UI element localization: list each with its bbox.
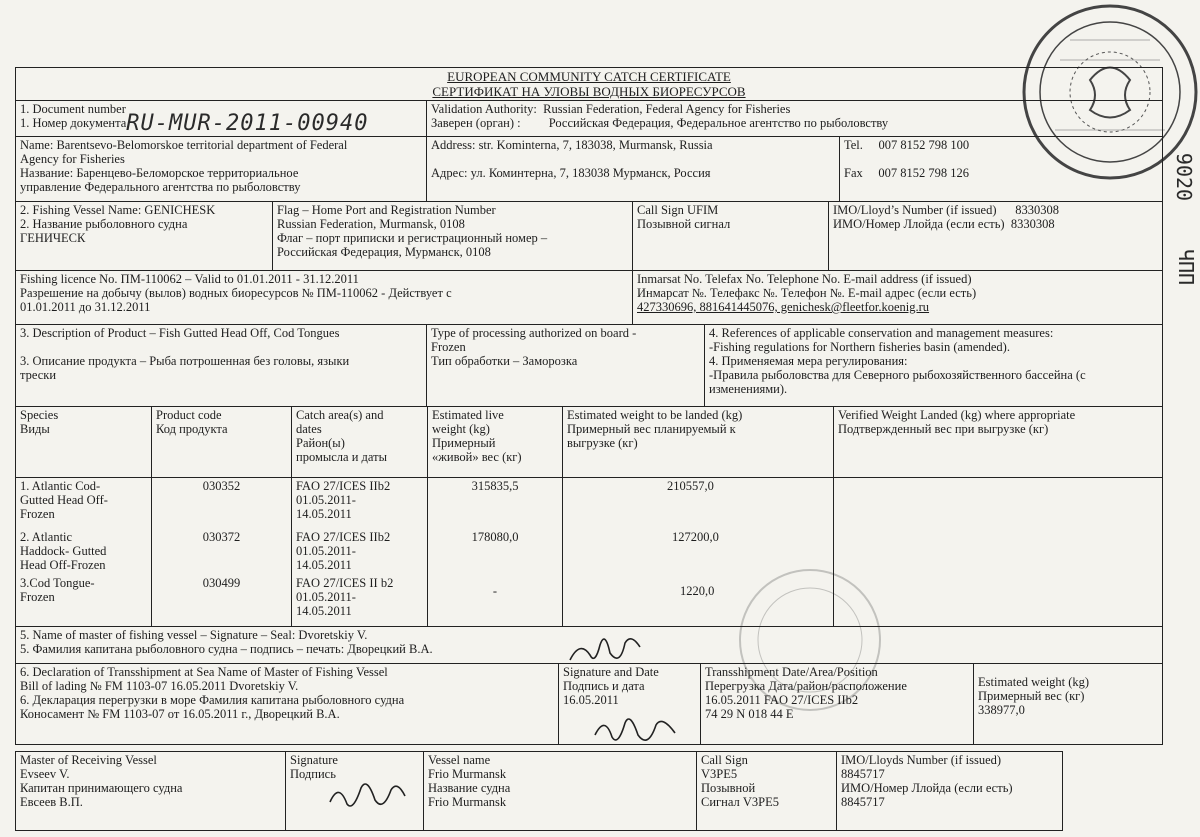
live-weight-header: Estimated live weight (kg) Примерный «живой» вес (кг) <box>427 406 563 478</box>
call-sign-cell: Call Sign UFIM Позывной сигнал <box>632 201 829 271</box>
document-number: RU-MUR-2011-00940 <box>126 111 369 136</box>
transshipment-position-cell: Transshipment Date/Area/Position Перегрузка Дата/район/расположение 16.05.2011 FAO 27/ICES IIb2 74 29 N 018 44 E <box>700 663 974 745</box>
verified-weight-header: Verified Weight Landed (kg) where appropriate Подтвержденный вес при выгрузке (кг) <box>833 406 1163 478</box>
certificate-header <box>15 67 1163 101</box>
transshipment-declaration-cell: 6. Declaration of Transshipment at Sea Name of Master of Fishing Vessel Bill of lading № FM 1103-07 16.05.2011 Dvoretskiy V. 6. Декларация перегрузки в море Фамилия капитана рыболовного судна Коносамент № FM 1103-07 от 16.05.2011 г., Дворецкий В.А. <box>15 663 559 745</box>
document-number-cell: 1. Document number 1. Номер документаRU-MUR-2011-00940 <box>15 100 427 137</box>
address-cell: Address: str. Kominterna, 7, 183038, Murmansk, Russia Адрес: ул. Коминтерна, 7, 183038 Мурманск, Россия <box>426 136 840 202</box>
processing-type-cell: Type of processing authorized on board - Frozen Тип обработки – Заморозка <box>426 324 705 407</box>
estimated-weight-cell: Estimated weight (kg) Примерный вес (кг) 338977,0 <box>973 663 1163 745</box>
receiving-signature-icon <box>325 770 410 815</box>
references-cell: 4. References of applicable conservation and management measures: -Fishing regulations for Northern fisheries basin (amended). 4. Применяемая мера регулирования: -Правила рыболовства для Северного рыбохозяйственного бассейна (с изменениями). <box>704 324 1163 407</box>
product-code-header: Product code Код продукта <box>151 406 292 478</box>
verified-weight-column <box>833 477 1163 627</box>
species-header: Species Виды <box>15 406 152 478</box>
email-link: 427330696, 881641445076, genichesk@fleetfor.koenig.ru <box>637 300 930 314</box>
signature-date-cell: Signature and Date Подпись и дата 16.05.2011 <box>558 663 701 745</box>
table-row: 3.Cod Tongue- Frozen <box>20 576 95 604</box>
title-ru: СЕРТИФИКАТ НА УЛОВЫ ВОДНЫХ БИОРЕСУРСОВ <box>432 84 746 99</box>
receiving-imo-cell: IMO/Lloyds Number (if issued) 8845717 ИМО/Номер Ллойда (если есть) 8845717 <box>836 751 1063 831</box>
inmarsat-cell: Inmarsat No. Telefax No. Telephone No. E-mail address (if issued) Инмарсат №. Телефакс №. Телефон №. E-mail адрес (если есть) 427330696, 881641445076, genichesk@fleetfor.koenig.ru <box>632 270 1163 325</box>
title-en: EUROPEAN COMMUNITY CATCH CERTIFICATE <box>447 69 731 84</box>
product-description-cell: 3. Description of Product – Fish Gutted Head Off, Cod Tongues 3. Описание продукта – Рыба потрошенная без головы, языки трески <box>15 324 427 407</box>
table-row: 2. Atlantic Haddock- Gutted Head Off-Frozen <box>20 530 107 572</box>
flag-port-cell: Flag – Home Port and Registration Number Russian Federation, Murmansk, 0108 Флаг – порт приписки и регистрационный номер – Российская Федерация, Мурманск, 0108 <box>272 201 633 271</box>
authority-name-cell: Name: Barentsevo-Belomorskoe territorial department of Federal Agency for Fisheries Название: Баренцево-Беломорское территориальное управление Федерального агентства по рыболовству <box>15 136 427 202</box>
tel-number: 007 8152 798 100 <box>878 138 970 152</box>
validation-authority-cell: Validation Authority: Russian Federation, Federal Agency for Fisheries Заверен (орган) : Российская Федерация, Федеральное агентство по рыболовству <box>426 100 1163 137</box>
landed-weight-column: 210557,0 127200,0 1220,0 <box>562 477 834 627</box>
master-signature-cell: 5. Name of master of fishing vessel – Signature – Seal: Dvoretskiy V. 5. Фамилия капитана рыболовного судна – подпись – печать: Дворецкий В.А. <box>15 626 1163 664</box>
product-code-column: 030352 030372 030499 <box>151 477 292 627</box>
transshipment-signature-icon <box>590 705 680 750</box>
fishing-vessel-cell: 2. Fishing Vessel Name: GENICHESK 2. Название рыболовного судна ГЕНИЧЕСК <box>15 201 273 271</box>
catch-area-column: FAO 27/ICES IIb2 01.05.2011- 14.05.2011 FAO 27/ICES IIb2 01.05.2011- 14.05.2011 FAO 27/ICES II b2 01.05.2011- 14.05.2011 <box>291 477 428 627</box>
contact-cell: Tel. 007 8152 798 100 Fax 007 8152 798 126 <box>839 136 1163 202</box>
catch-area-header: Catch area(s) and dates Район(ы) промысла и даты <box>291 406 428 478</box>
fax-number: 007 8152 798 126 <box>878 166 969 180</box>
receiving-vessel-name-cell: Vessel name Frio Murmansk Название судна Frio Murmansk <box>423 751 697 831</box>
fishing-licence-cell: Fishing licence No. ПМ-110062 – Valid to 01.01.2011 - 31.12.2011 Разрешение на добычу (вылов) водных биоресурсов № ПМ-110062 - Действует с 01.01.2011 до 31.12.2011 <box>15 270 633 325</box>
margin-note: 9020 <box>1171 152 1196 202</box>
table-row: 1. Atlantic Cod- Gutted Head Off- Frozen <box>20 479 108 521</box>
live-weight-column: 315835,5 178080,0 - <box>427 477 563 627</box>
imo-number-cell: IMO/Lloyd’s Number (if issued) 8330308 ИМО/Номер Ллойда (если есть) 8330308 <box>828 201 1163 271</box>
receiving-master-cell: Master of Receiving Vessel Evseev V. Капитан принимающего судна Евсеев В.П. <box>15 751 286 831</box>
species-column <box>15 477 152 627</box>
receiving-signature-cell: Signature Подпись <box>285 751 424 831</box>
landed-weight-header: Estimated weight to be landed (kg) Примерный вес планируемый к выгрузке (кг) <box>562 406 834 478</box>
receiving-call-sign-cell: Call Sign V3PE5 Позывной Сигнал V3PE5 <box>696 751 837 831</box>
margin-note: ЧПП <box>1173 248 1198 286</box>
